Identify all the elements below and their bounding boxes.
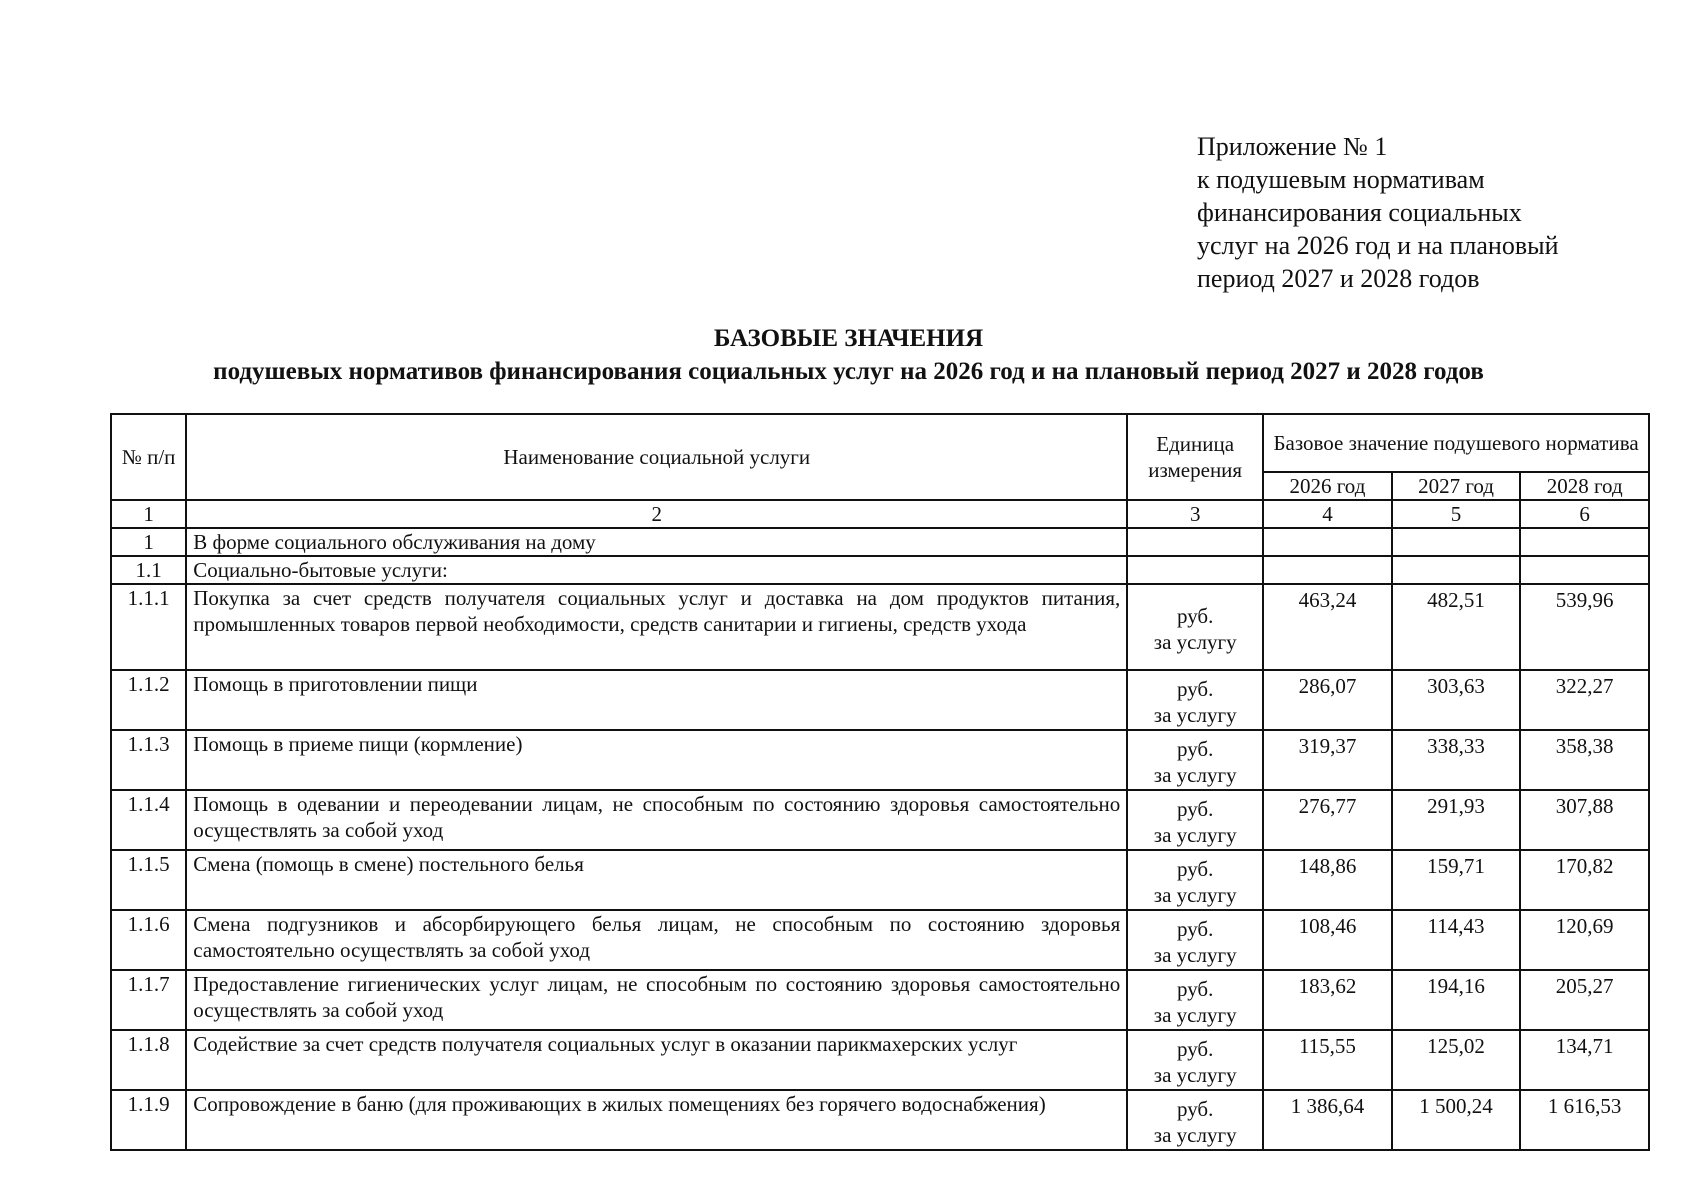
section-name: Социально-бытовые услуги: xyxy=(186,556,1127,584)
row-value-2028: 205,27 xyxy=(1520,970,1649,1030)
row-value-2027: 303,63 xyxy=(1392,670,1521,730)
section-row xyxy=(111,528,1649,556)
table-row xyxy=(111,910,1649,970)
appendix-line: Приложение № 1 xyxy=(1197,132,1388,161)
header-year-2026: 2026 год xyxy=(1263,472,1392,500)
row-value-2026: 115,55 xyxy=(1263,1030,1392,1090)
row-value-2027: 338,33 xyxy=(1392,730,1521,790)
section-num: 1.1 xyxy=(111,556,186,584)
row-unit xyxy=(1127,670,1263,730)
row-value-2027: 159,71 xyxy=(1392,850,1521,910)
row-value-2028: 358,38 xyxy=(1520,730,1649,790)
row-value-2028: 1 616,53 xyxy=(1520,1090,1649,1150)
unit-line: руб. xyxy=(1176,857,1214,881)
row-value-2027: 114,43 xyxy=(1392,910,1521,970)
row-num: 1.1.9 xyxy=(111,1090,186,1150)
header-year-2028: 2028 год xyxy=(1520,472,1649,500)
row-value-2028: 170,82 xyxy=(1520,850,1649,910)
appendix-line: период 2027 и 2028 годов xyxy=(1197,264,1480,293)
row-service-name: Предоставление гигиенических услуг лицам, не способным по состоянию здоровья самостоятельно осуществлять за собой уход xyxy=(186,970,1127,1030)
appendix-line: финансирования социальных xyxy=(1197,198,1522,227)
row-num: 1.1.3 xyxy=(111,730,186,790)
header-year-2027: 2027 год xyxy=(1392,472,1521,500)
row-value-2026: 183,62 xyxy=(1263,970,1392,1030)
unit-line: руб. xyxy=(1176,917,1214,941)
appendix-line: к подушевым нормативам xyxy=(1197,165,1485,194)
row-service-name: Сопровождение в баню (для проживающих в жилых помещениях без горячего водоснабжения) xyxy=(186,1090,1127,1150)
row-value-2028: 120,69 xyxy=(1520,910,1649,970)
unit-line: руб. xyxy=(1176,737,1214,761)
unit-line: руб. xyxy=(1176,797,1214,821)
normatives-table xyxy=(110,413,1650,1151)
table-row xyxy=(111,850,1649,910)
row-value-2028: 539,96 xyxy=(1520,584,1649,670)
unit-line: руб. xyxy=(1176,977,1214,1001)
unit-line: за услугу xyxy=(1153,703,1237,727)
row-service-name: Смена подгузников и абсорбирующего белья лицам, не способным по состоянию здоровья самостоятельно осуществлять за собой уход xyxy=(186,910,1127,970)
table-row xyxy=(111,670,1649,730)
index-cell: 6 xyxy=(1520,500,1649,528)
row-value-2026: 319,37 xyxy=(1263,730,1392,790)
table-row xyxy=(111,970,1649,1030)
row-value-2026: 1 386,64 xyxy=(1263,1090,1392,1150)
index-cell: 1 xyxy=(111,500,186,528)
unit-line: руб. xyxy=(1176,604,1214,628)
row-value-2027: 482,51 xyxy=(1392,584,1521,670)
document-subtitle: подушевых нормативов финансирования социальных услуг на 2026 год и на плановый период 2027 и 2028 годов xyxy=(213,358,1484,385)
unit-line: за услугу xyxy=(1153,763,1237,787)
unit-line: руб. xyxy=(1176,1037,1214,1061)
table-row xyxy=(111,1030,1649,1090)
row-unit xyxy=(1127,1030,1263,1090)
header-base-value: Базовое значение подушевого норматива xyxy=(1263,414,1649,472)
row-num: 1.1.1 xyxy=(111,584,186,670)
unit-line: за услугу xyxy=(1153,630,1237,654)
index-cell: 3 xyxy=(1127,500,1263,528)
row-service-name: Смена (помощь в смене) постельного белья xyxy=(186,850,1127,910)
row-unit xyxy=(1127,584,1263,670)
row-value-2026: 276,77 xyxy=(1263,790,1392,850)
row-service-name: Покупка за счет средств получателя социальных услуг и доставка на дом продуктов питания, промышленных товаров первой необходимости, средств санитарии и гигиены, средств ухода xyxy=(186,584,1127,670)
index-cell: 5 xyxy=(1392,500,1521,528)
row-unit xyxy=(1127,730,1263,790)
index-cell: 2 xyxy=(186,500,1127,528)
unit-line: за услугу xyxy=(1153,883,1237,907)
row-value-2026: 286,07 xyxy=(1263,670,1392,730)
row-value-2027: 291,93 xyxy=(1392,790,1521,850)
row-num: 1.1.8 xyxy=(111,1030,186,1090)
row-value-2026: 148,86 xyxy=(1263,850,1392,910)
row-unit xyxy=(1127,970,1263,1030)
unit-line: за услугу xyxy=(1153,1123,1237,1147)
row-service-name: Помощь в приготовлении пищи xyxy=(186,670,1127,730)
row-value-2028: 307,88 xyxy=(1520,790,1649,850)
row-unit xyxy=(1127,910,1263,970)
row-num: 1.1.4 xyxy=(111,790,186,850)
unit-line: за услугу xyxy=(1153,823,1237,847)
row-unit xyxy=(1127,850,1263,910)
row-value-2026: 463,24 xyxy=(1263,584,1392,670)
row-num: 1.1.2 xyxy=(111,670,186,730)
row-value-2027: 194,16 xyxy=(1392,970,1521,1030)
section-row xyxy=(111,556,1649,584)
row-unit xyxy=(1127,790,1263,850)
table-row xyxy=(111,790,1649,850)
section-name: В форме социального обслуживания на дому xyxy=(186,528,1127,556)
document-title: БАЗОВЫЕ ЗНАЧЕНИЯ xyxy=(713,325,984,352)
index-cell: 4 xyxy=(1263,500,1392,528)
unit-line: руб. xyxy=(1176,677,1214,701)
unit-line: за услугу xyxy=(1153,1003,1237,1027)
table-row xyxy=(111,730,1649,790)
unit-line: руб. xyxy=(1176,1097,1214,1121)
row-value-2027: 1 500,24 xyxy=(1392,1090,1521,1150)
row-service-name: Помощь в одевании и переодевании лицам, не способным по состоянию здоровья самостоятельно осуществлять за собой уход xyxy=(186,790,1127,850)
row-value-2027: 125,02 xyxy=(1392,1030,1521,1090)
header-name: Наименование социальной услуги xyxy=(186,414,1127,500)
row-num: 1.1.6 xyxy=(111,910,186,970)
header-unit: Единица измерения xyxy=(1127,414,1263,500)
unit-line: за услугу xyxy=(1153,943,1237,967)
table-row xyxy=(111,1090,1649,1150)
row-value-2026: 108,46 xyxy=(1263,910,1392,970)
appendix-note xyxy=(1197,130,1559,295)
row-service-name: Помощь в приеме пищи (кормление) xyxy=(186,730,1127,790)
section-num: 1 xyxy=(111,528,186,556)
row-num: 1.1.7 xyxy=(111,970,186,1030)
header-num: № п/п xyxy=(111,414,186,500)
table-row xyxy=(111,584,1649,670)
row-value-2028: 322,27 xyxy=(1520,670,1649,730)
appendix-line: услуг на 2026 год и на плановый xyxy=(1197,231,1559,260)
row-num: 1.1.5 xyxy=(111,850,186,910)
unit-line: за услугу xyxy=(1153,1063,1237,1087)
row-service-name: Содействие за счет средств получателя социальных услуг в оказании парикмахерских услуг xyxy=(186,1030,1127,1090)
row-value-2028: 134,71 xyxy=(1520,1030,1649,1090)
row-unit xyxy=(1127,1090,1263,1150)
index-row xyxy=(111,500,1649,528)
